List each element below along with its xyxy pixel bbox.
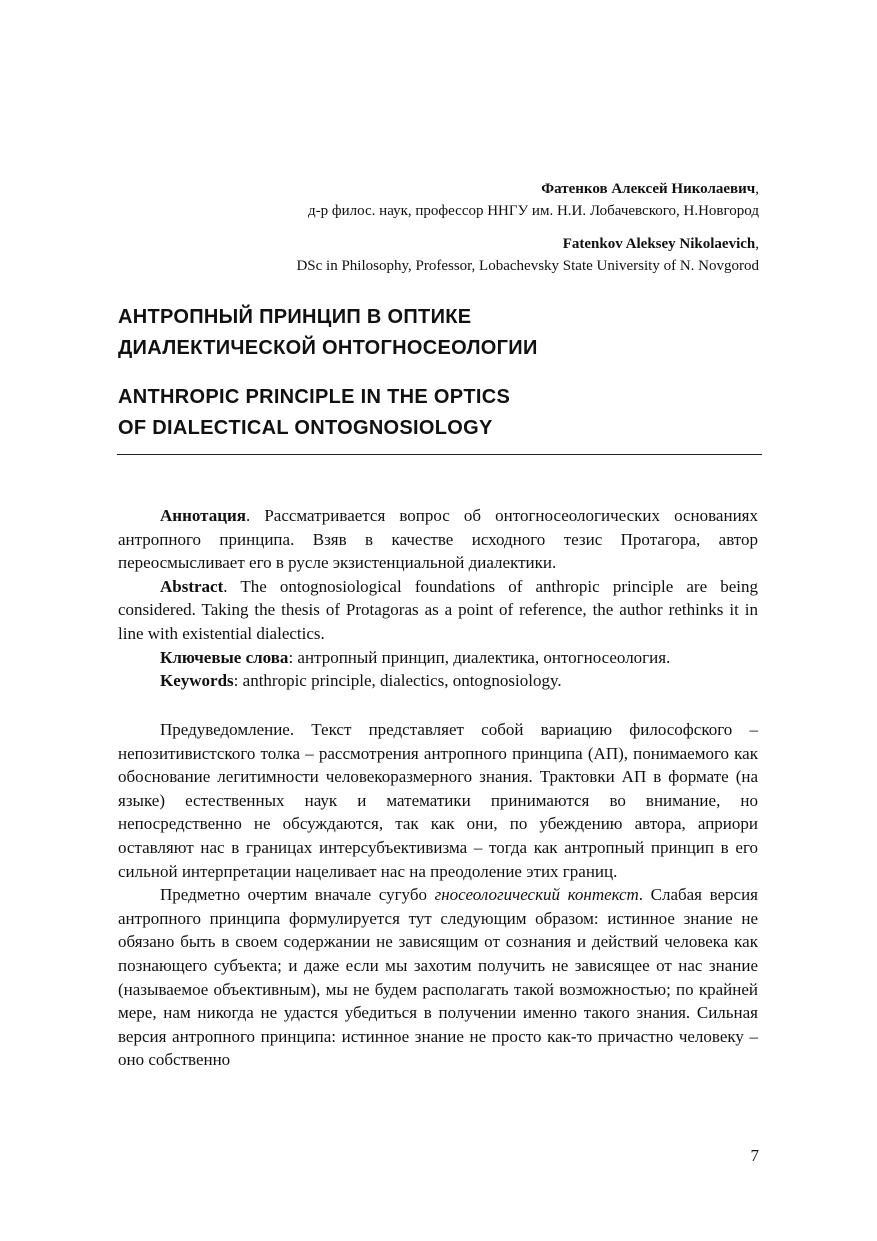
abstract-ru-label: Аннотация <box>160 506 246 525</box>
punct: , <box>755 236 759 252</box>
abstract-en-text: . The ontognosiological foundations of anthropic principle are being considered. Taking the thesis of Protagoras as a point of reference, the author rethinks it in line with existential dialectics. <box>118 576 758 643</box>
title-en-line-2: OF DIALECTICAL ONTOGNOSIOLOGY <box>118 417 493 439</box>
keywords-ru <box>118 646 758 670</box>
body-paragraph-2 <box>118 883 758 1072</box>
body-paragraph-2-start: Предметно очертим вначале сугубо <box>160 885 435 905</box>
title-en-line-1: ANTHROPIC PRINCIPLE IN THE OPTICS <box>118 386 511 408</box>
author-affiliation-en: DSc in Philosophy, Professor, Lobachevsky State University of N. Novgorod <box>296 258 759 274</box>
title-divider <box>117 454 762 455</box>
author-affiliation-ru: д-р филос. наук, профессор ННГУ им. Н.И. Лобачевского, Н.Новгород <box>308 203 759 219</box>
title-ru <box>118 302 718 364</box>
abstract-ru <box>118 504 758 575</box>
title-ru-line-1: АНТРОПНЫЙ ПРИНЦИП В ОПТИКЕ <box>118 306 472 328</box>
author-name-en: Fatenkov Aleksey Nikolaevich <box>562 236 756 252</box>
body-paragraph-2-rest: . Слабая версия антропного принципа формулируется тут следующим образом: истинное знание не обязано быть в своем содержании не зависящим от сознания и действий человека как познающего субъекта; и даже если мы захотим получить не зависящее от нас знание (называемое объективным), мы не будем располагать такой возможностью; по крайней мере, нам никогда не удастся убедиться в получении именно такого знания. Сильная версия антропного принципа: истинное знание не просто как-то причастно человеку – оно собственно <box>118 885 759 1070</box>
author-en <box>296 233 759 277</box>
abstract-en <box>118 575 758 646</box>
author-ru <box>308 178 759 222</box>
punct: , <box>755 181 759 197</box>
keywords-en <box>118 669 758 693</box>
keywords-en-label: Keywords <box>160 671 234 691</box>
abstract-block <box>118 504 758 693</box>
abstract-en-label: Abstract <box>160 576 224 596</box>
keywords-en-text: : anthropic principle, dialectics, ontognosiology. <box>233 671 562 691</box>
body-text <box>118 718 758 1072</box>
author-name-ru: Фатенков Алексей Николаевич <box>541 181 756 197</box>
title-ru-line-2: ДИАЛЕКТИЧЕСКОЙ ОНТОГНОСЕОЛОГИИ <box>118 337 538 359</box>
title-en <box>118 382 718 444</box>
keywords-ru-label: Ключевые слова <box>160 647 289 667</box>
keywords-ru-text: : антропный принцип, диалектика, онтогносеология. <box>288 647 671 667</box>
body-paragraph-1: Предуведомление. Текст представляет собой вариацию философского – непозитивистского толка – рассмотрения антропного принципа (АП), понимаемого как обоснование легитимности человекоразмерного знания. Трактовки АП в формате (на языке) естественных наук и математики принимаются во внимание, но непосредственно не обсуждаются, так как они, по убеждению автора, априори оставляют нас в границах интерсубъективизма – тогда как антропный принцип в его сильной интерпретации нацеливает нас на преодоление этих границ. <box>118 720 758 881</box>
page-number: 7 <box>750 1146 759 1165</box>
body-paragraph-2-emphasis: гносеологический контекст <box>434 885 639 905</box>
abstract-ru-text: . Рассматривается вопрос об онтогносеологических основаниях антропного принципа. Взяв в качестве исходного тезис Протагора, автор переосмысливает его в русле экзистенциальной диалектики. <box>118 506 758 573</box>
